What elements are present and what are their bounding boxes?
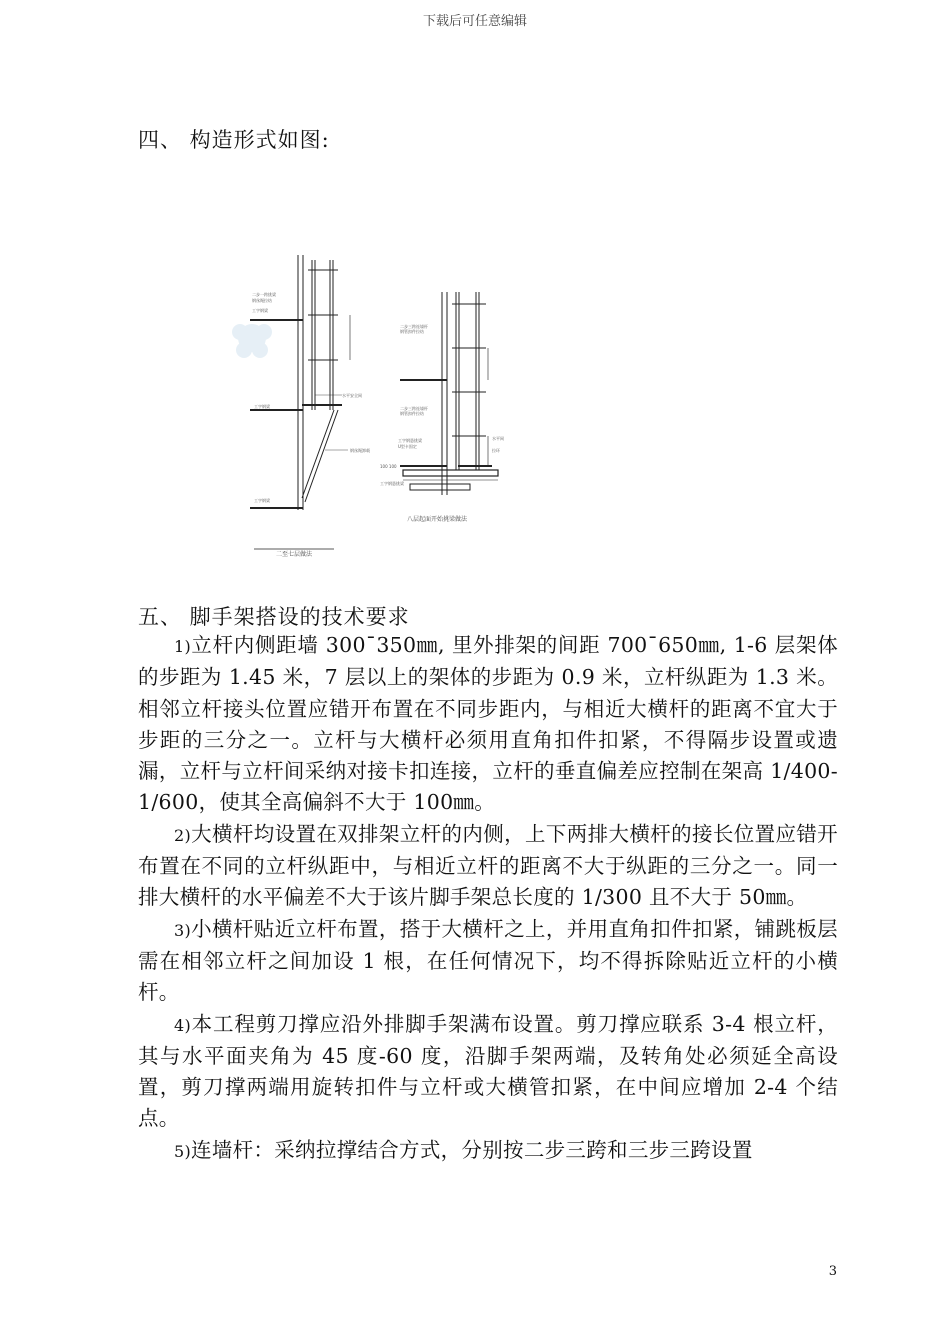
section-4-heading: 四、 构造形式如图: xyxy=(138,128,330,152)
item-text: 小横杆贴近立杆布置，搭于大横杆之上，并用直角扣件扣紧，铺跳板层需在相邻立杆之间加设 1 根，在任何情况下，均不得拆除贴近立杆的小横杆。 xyxy=(138,916,838,1005)
svg-text:工字钢梁: 工字钢梁 xyxy=(252,308,268,313)
svg-text:钢管扣件拉结: 钢管扣件拉结 xyxy=(400,411,424,416)
requirement-item xyxy=(138,819,838,914)
item-number: 2) xyxy=(174,825,192,845)
svg-text:钢管扣件拉结: 钢管扣件拉结 xyxy=(400,329,424,334)
svg-text:二步三跨连墙杆: 二步三跨连墙杆 xyxy=(400,406,428,411)
left-figure-caption: 二至七层做法 xyxy=(275,551,313,558)
item-text: 立杆内侧距墙 300¯350㎜, 里外排架的间距 700¯650㎜, 1-6 层架体的步距为 1.45 米，7 层以上的架体的步距为 0.9 米，立杆纵距为 1.3 米。相邻立杆接头位置应错开布置在不同步距内，与相近大横杆的距离不宜大于步距的三分之一。立杆与大横杆必须用直角扣件扣紧，不得隔步设置或遗漏，立杆与立杆间采纳对接卡扣连接，立杆的垂直偏差应控制在架高 1/400-1/600，使其全高偏斜不大于 100㎜。 xyxy=(138,633,838,815)
svg-text:二步三跨连墙杆: 二步三跨连墙杆 xyxy=(400,324,428,329)
requirement-item xyxy=(138,1009,838,1135)
svg-text:二步一跨挑梁: 二步一跨挑梁 xyxy=(252,292,276,297)
item-text: 本工程剪刀撑应沿外排脚手架满布设置。剪刀撑应联系 3-4 根立杆，其与水平面夹角为 45 度-60 度，沿脚手架两端，及转角处必须延全高设置，剪刀撑两端用旋转扣件与立杆或大横管扣紧，在中间应增加 2-4 个结点。 xyxy=(138,1011,838,1131)
section-5-heading: 五、 脚手架搭设的技术要求 xyxy=(138,605,410,629)
requirement-item xyxy=(138,630,838,819)
item-text: 连墙杆：采纳拉撑结合方式，分别按二步三跨和三步三跨设置 xyxy=(191,1137,753,1162)
requirements-text xyxy=(138,630,838,1167)
svg-text:水平安全网: 水平安全网 xyxy=(342,393,362,398)
item-number: 4) xyxy=(174,1015,192,1035)
svg-text:工字钢梁: 工字钢梁 xyxy=(254,404,270,409)
svg-text:工字钢梁: 工字钢梁 xyxy=(254,498,270,503)
requirement-item xyxy=(138,914,838,1009)
requirement-item xyxy=(138,1135,838,1167)
svg-text:拉环: 拉环 xyxy=(492,448,500,453)
scaffold-diagram xyxy=(230,240,530,570)
right-scaffold-detail xyxy=(400,292,498,495)
svg-text:工字钢悬挑梁: 工字钢悬挑梁 xyxy=(398,438,422,443)
svg-text:工字钢悬挑梁: 工字钢悬挑梁 xyxy=(380,481,404,486)
page-header: 下载后可任意编辑 xyxy=(422,14,527,29)
page-number: 3 xyxy=(828,1264,837,1279)
watermark-logo xyxy=(232,324,272,358)
svg-text:水平网: 水平网 xyxy=(492,436,504,441)
svg-text:U型卡固定: U型卡固定 xyxy=(398,444,417,449)
item-number: 3) xyxy=(174,920,192,940)
svg-text:钢丝绳卸载: 钢丝绳卸载 xyxy=(350,448,370,453)
item-number: 1) xyxy=(174,637,192,656)
right-figure-caption: 八层起面开始挑梁做法 xyxy=(406,516,468,523)
svg-text:100 100: 100 100 xyxy=(380,464,397,469)
item-text: 大横杆均设置在双排架立杆的内侧，上下两排大横杆的接长位置应错开布置在不同的立杆纵距中，与相近立杆的距离不大于纵距的三分之一。同一排大横杆的水平偏差不大于该片脚手架总长度的 1/300 且不大于 50㎜。 xyxy=(138,821,838,910)
svg-text:钢丝绳拉结: 钢丝绳拉结 xyxy=(252,298,272,303)
item-number: 5) xyxy=(174,1141,192,1161)
